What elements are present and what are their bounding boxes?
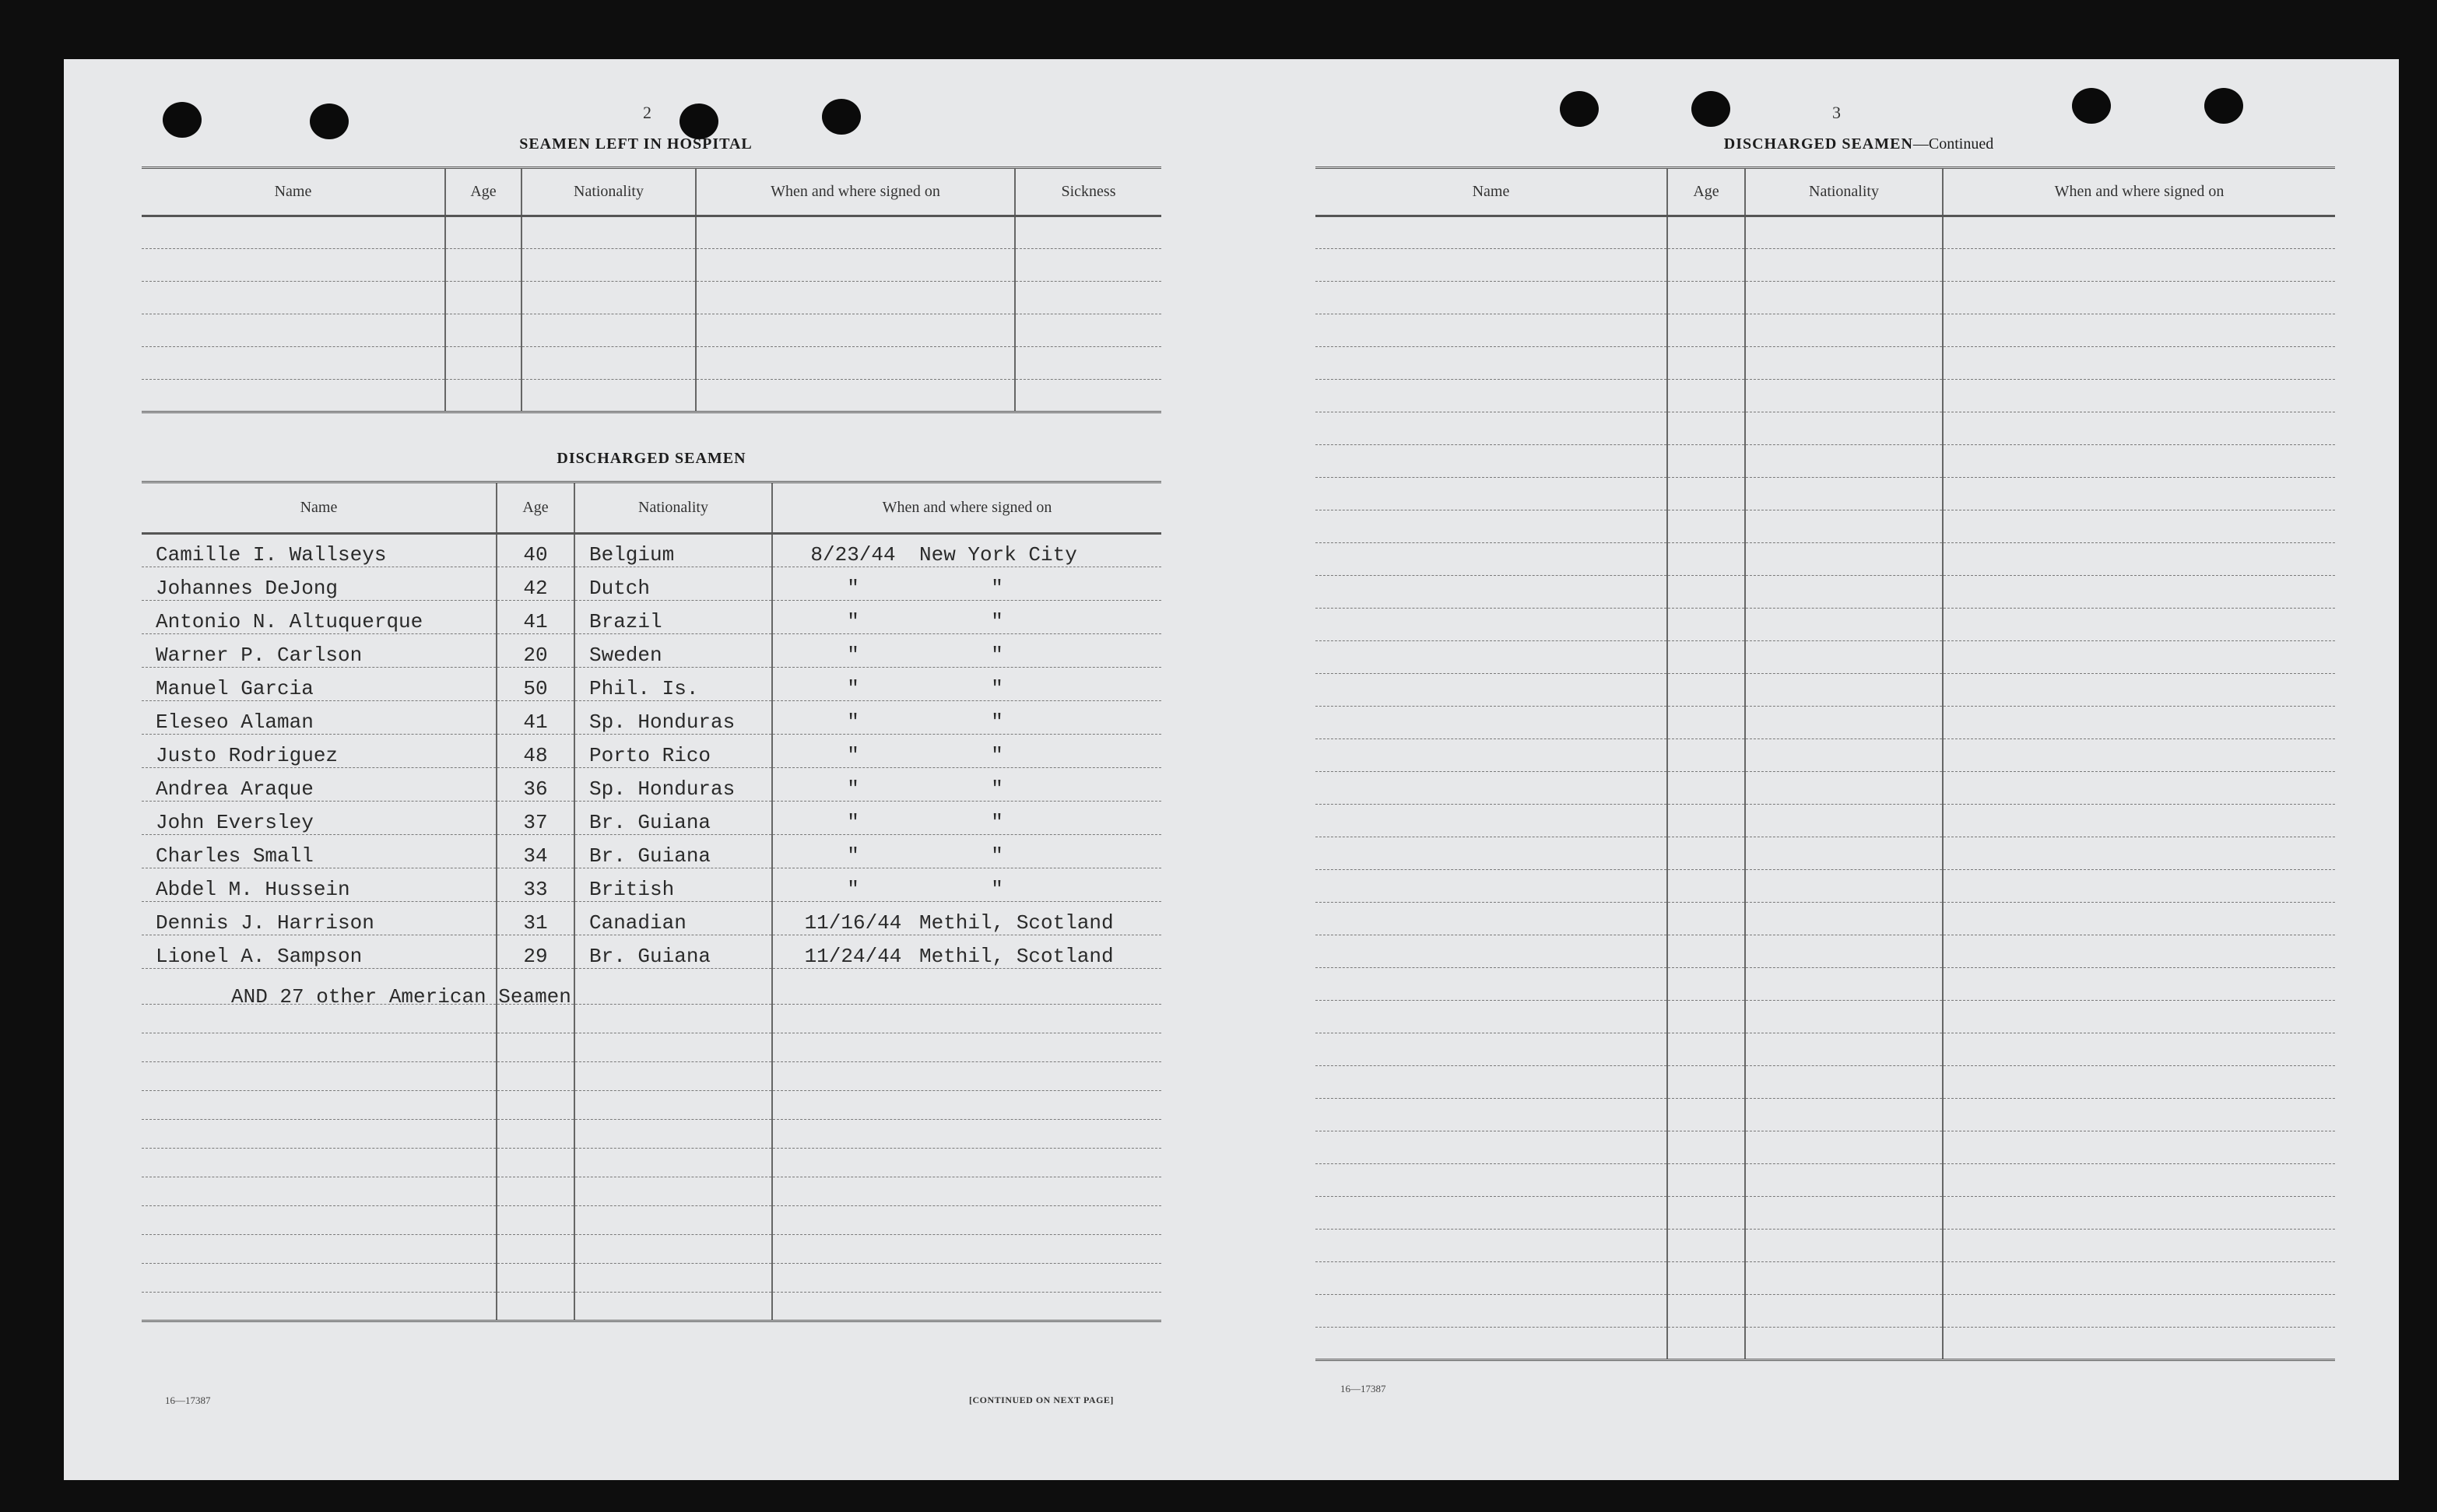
seaman-nationality: Brazil (574, 601, 772, 634)
title-suffix: —Continued (1912, 135, 1994, 153)
punch-hole (679, 103, 718, 139)
table-row (142, 868, 1161, 902)
seaman-nationality: British (574, 868, 772, 902)
signed-on-cell (772, 768, 1161, 802)
signed-on-cell (772, 534, 1161, 567)
seaman-name: Warner P. Carlson (142, 634, 497, 668)
table-row (142, 1120, 1161, 1149)
signed-on-place: " (991, 744, 1003, 767)
table-row (142, 1005, 1161, 1033)
signed-on-cell (772, 668, 1161, 701)
punch-hole (310, 103, 349, 139)
seaman-nationality: Dutch (574, 567, 772, 601)
signed-on-place: " (991, 677, 1003, 700)
table-row (1315, 1197, 2335, 1230)
signed-on-place: " (991, 777, 1003, 801)
table-row (1315, 903, 2335, 935)
signed-on-date: " (847, 644, 859, 667)
table-row (1315, 543, 2335, 576)
column-header: Name (142, 168, 445, 216)
table-row (1315, 1230, 2335, 1262)
seaman-nationality: Canadian (574, 902, 772, 935)
table-row (142, 802, 1161, 835)
table-row (1315, 837, 2335, 870)
seaman-name: Lionel A. Sampson (142, 935, 497, 969)
signed-on-place: Methil, Scotland (919, 911, 1114, 935)
column-header: When and where signed on (772, 482, 1161, 534)
table-row (142, 282, 1161, 314)
table-row (1315, 282, 2335, 314)
hospital-table (142, 167, 1161, 413)
seaman-name: Antonio N. Altuquerque (142, 601, 497, 634)
signed-on-place: " (991, 710, 1003, 734)
seaman-nationality: Belgium (574, 534, 772, 567)
table-row (1315, 1033, 2335, 1066)
signed-on-place: " (991, 844, 1003, 868)
table-row (142, 1091, 1161, 1120)
right-page (1231, 59, 2399, 1480)
table-row (1315, 1328, 2335, 1360)
punch-hole (1691, 91, 1730, 127)
seaman-age: 40 (497, 534, 574, 567)
left-page (64, 59, 1231, 1480)
signed-on-date: " (847, 744, 859, 767)
seaman-age: 20 (497, 634, 574, 668)
table-row (1315, 870, 2335, 903)
table-row (142, 768, 1161, 802)
table-row (1315, 380, 2335, 412)
table-row (142, 380, 1161, 412)
seaman-name: Camille I. Wallseys (142, 534, 497, 567)
table-row (1315, 609, 2335, 641)
table-row (1315, 707, 2335, 739)
seaman-age: 34 (497, 835, 574, 868)
seaman-age: 50 (497, 668, 574, 701)
seaman-nationality: Br. Guiana (574, 802, 772, 835)
table-row (142, 935, 1161, 969)
signed-on-place: " (991, 644, 1003, 667)
seaman-nationality: Br. Guiana (574, 835, 772, 868)
seaman-age: 36 (497, 768, 574, 802)
table-row (142, 902, 1161, 935)
table-row (142, 1235, 1161, 1264)
table-row (1315, 1164, 2335, 1197)
signed-on-cell (772, 935, 1161, 969)
table-row (1315, 314, 2335, 347)
page-number: 2 (643, 103, 651, 122)
signed-on-cell (772, 835, 1161, 868)
column-header: Name (142, 482, 497, 534)
table-row (1315, 772, 2335, 805)
table-row (142, 1062, 1161, 1091)
table-row (142, 534, 1161, 567)
punch-hole (2204, 88, 2243, 124)
table-row (142, 216, 1161, 249)
table-row (1315, 510, 2335, 543)
table-row (1315, 805, 2335, 837)
table-row (1315, 1001, 2335, 1033)
column-header: Name (1315, 168, 1667, 216)
signed-on-cell (772, 735, 1161, 768)
seaman-name: Dennis J. Harrison (142, 902, 497, 935)
table-row (1315, 1295, 2335, 1328)
table-row (1315, 1131, 2335, 1164)
signed-on-cell (772, 802, 1161, 835)
column-header: Age (1667, 168, 1745, 216)
punch-hole (163, 102, 202, 138)
signed-on-cell (772, 701, 1161, 735)
punch-hole (822, 99, 861, 135)
table-row (1315, 445, 2335, 478)
signed-on-date: " (847, 844, 859, 868)
form-code: 16—17387 (1340, 1383, 1386, 1394)
table-row (142, 567, 1161, 601)
seaman-nationality: Phil. Is. (574, 668, 772, 701)
table-row (1315, 1066, 2335, 1099)
column-header: When and where signed on (696, 168, 1015, 216)
table-row (142, 347, 1161, 380)
table-row (142, 634, 1161, 668)
signed-on-date: 11/24/44 (804, 945, 902, 968)
column-header: Sickness (1015, 168, 1161, 216)
seaman-name: Manuel Garcia (142, 668, 497, 701)
page-number: 3 (1832, 103, 1841, 122)
punch-hole (2072, 88, 2111, 124)
signed-on-date: " (847, 878, 859, 901)
seaman-name: Johannes DeJong (142, 567, 497, 601)
seaman-nationality: Sweden (574, 634, 772, 668)
signed-on-cell (772, 902, 1161, 935)
seaman-age: 29 (497, 935, 574, 969)
table-row (1315, 412, 2335, 445)
signed-on-date: 11/16/44 (804, 911, 902, 935)
signed-on-date: " (847, 677, 859, 700)
seaman-age: 33 (497, 868, 574, 902)
table-row (1315, 674, 2335, 707)
signed-on-place: New York City (919, 543, 1077, 567)
signed-on-place: " (991, 811, 1003, 834)
signed-on-cell (772, 868, 1161, 902)
table-row (142, 1293, 1161, 1321)
signed-on-date: 8/23/44 (810, 543, 896, 567)
table-row (1315, 1099, 2335, 1131)
seaman-name: Andrea Araque (142, 768, 497, 802)
seaman-nationality: Br. Guiana (574, 935, 772, 969)
table-row (1315, 641, 2335, 674)
seaman-nationality: Sp. Honduras (574, 768, 772, 802)
punch-hole (1560, 91, 1599, 127)
table-row (142, 601, 1161, 634)
title-text: DISCHARGED SEAMEN (1723, 135, 1913, 153)
signed-on-place: " (991, 878, 1003, 901)
discharged-table (142, 481, 1161, 1322)
table-row (1315, 347, 2335, 380)
table-row (142, 1177, 1161, 1206)
table-row (1315, 968, 2335, 1001)
signed-on-date: " (847, 777, 859, 801)
seaman-nationality: Sp. Honduras (574, 701, 772, 735)
signed-on-date: " (847, 610, 859, 633)
signed-on-cell (772, 601, 1161, 634)
table-row (1315, 249, 2335, 282)
seaman-name: John Eversley (142, 802, 497, 835)
table-row (142, 1033, 1161, 1062)
seaman-age: 48 (497, 735, 574, 768)
seaman-name: Justo Rodriguez (142, 735, 497, 768)
seaman-age: 41 (497, 601, 574, 634)
document-sheet (64, 59, 2399, 1480)
column-header: Age (497, 482, 574, 534)
table-row (1315, 935, 2335, 968)
table-row (1315, 478, 2335, 510)
discharged-continued-title (1664, 135, 2053, 153)
seaman-name: Abdel M. Hussein (142, 868, 497, 902)
seaman-age: 37 (497, 802, 574, 835)
table-row (142, 314, 1161, 347)
table-row (1315, 216, 2335, 249)
column-header: Nationality (1745, 168, 1943, 216)
table-row (142, 701, 1161, 735)
column-header: Nationality (521, 168, 696, 216)
seaman-name: Charles Small (142, 835, 497, 868)
discharged-continued-table (1315, 167, 2335, 1361)
seaman-name: Eleseo Alaman (142, 701, 497, 735)
table-row (142, 1206, 1161, 1235)
column-header: Nationality (574, 482, 772, 534)
table-row (1315, 576, 2335, 609)
signed-on-date: " (847, 811, 859, 834)
signed-on-place: Methil, Scotland (919, 945, 1114, 968)
table-row (142, 735, 1161, 768)
table-row (142, 1264, 1161, 1293)
form-code: 16—17387 (165, 1394, 211, 1406)
table-row (142, 249, 1161, 282)
signed-on-place: " (991, 577, 1003, 600)
signed-on-place: " (991, 610, 1003, 633)
table-row (142, 668, 1161, 701)
hospital-section-title: SEAMEN LEFT IN HOSPITAL (519, 135, 753, 153)
table-row (142, 835, 1161, 868)
signed-on-date: " (847, 710, 859, 734)
continued-note: [CONTINUED ON NEXT PAGE] (969, 1394, 1114, 1405)
signed-on-cell (772, 567, 1161, 601)
table-row (1315, 739, 2335, 772)
seaman-age: 42 (497, 567, 574, 601)
column-header: When and where signed on (1943, 168, 2335, 216)
signed-on-date: " (847, 577, 859, 600)
discharged-section-title: DISCHARGED SEAMEN (557, 450, 746, 467)
other-seamen-note: AND 27 other American Seamen (231, 985, 571, 1009)
signed-on-cell (772, 634, 1161, 668)
table-row (142, 1149, 1161, 1177)
seaman-age: 41 (497, 701, 574, 735)
seaman-nationality: Porto Rico (574, 735, 772, 768)
seaman-age: 31 (497, 902, 574, 935)
column-header: Age (445, 168, 521, 216)
table-row (1315, 1262, 2335, 1295)
